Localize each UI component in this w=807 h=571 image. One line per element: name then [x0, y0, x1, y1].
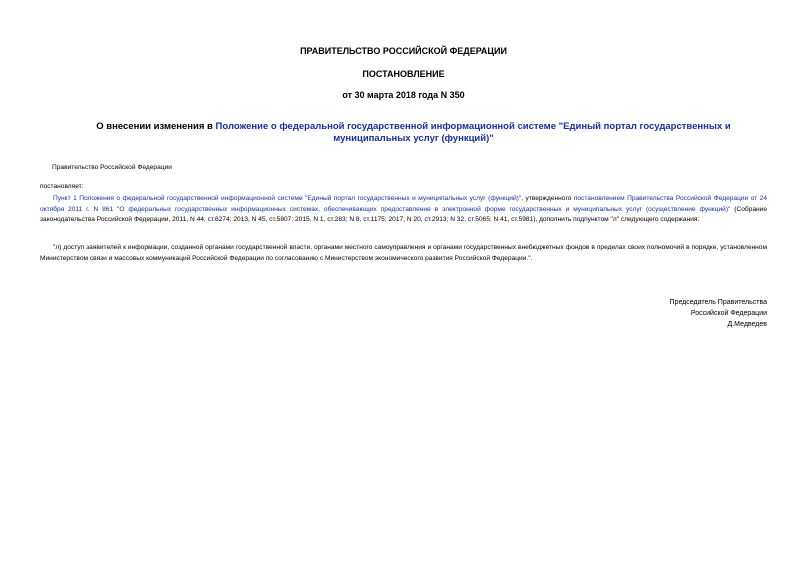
title-prefix: О внесении изменения в [96, 121, 216, 132]
decree-861-link[interactable]: постановлением Правительства Российской Федерации от 24 октября 2011 г. N 861 "О федеральных государственных информационных системах, обеспечивающих предоставление в электронной форме государственных и муниципальных услуг (осуществление функций)" [40, 195, 767, 213]
signature-position-line2: Российской Федерации [690, 310, 767, 317]
new-subclause-paragraph: "л) доступ заявителей к информации, созданной органами государственной власти, органами местного самоуправления и органами государственных внебюджетных фондов в пределах своих полномочий в порядке, установленном Министерством связи и массовых коммуникаций Российской Федерации по согласованию с Министерством экономического развития Российской Федерации.". [40, 244, 767, 262]
date-number-heading: от 30 марта 2018 года N 350 [342, 90, 465, 100]
signature-block [670, 297, 767, 330]
document-type-heading: ПОСТАНОВЛЕНИЕ [362, 69, 445, 79]
signature-name: Д.Медведев [727, 321, 767, 328]
government-line: Правительство Российской Федерации [52, 164, 172, 171]
title-regulation-link[interactable]: Положение о федеральной государственной информационной системе "Единый портал государственных и муниципальных услуг (функций)" [215, 121, 731, 144]
amendment-text-1: , утвержденного [521, 195, 574, 202]
regulation-clause-link[interactable]: Пункт 1 Положения о федеральной государственной информационной системе "Единый портал государственных и муниципальных услуг (функций)" [53, 195, 522, 202]
government-heading: ПРАВИТЕЛЬСТВО РОССИЙСКОЙ ФЕДЕРАЦИИ [300, 46, 507, 56]
amendment-text-2: (Собрание законодательства Российской Федерации, 2011, N 44, ст.6274; 2013, N 45, ст.5807; 2015, N 1, ст.283; N 8, ст.1175; 2017, N 20, ст.2913; N 32, ст.5065; N 41, ст.5981), дополнить подпунктом "л" следующего содержания: [40, 205, 767, 223]
amendment-paragraph [40, 194, 767, 226]
signature-position-line1: Председатель Правительства [669, 299, 767, 306]
decrees-line: постановляет: [40, 183, 84, 190]
document-title [60, 121, 767, 145]
